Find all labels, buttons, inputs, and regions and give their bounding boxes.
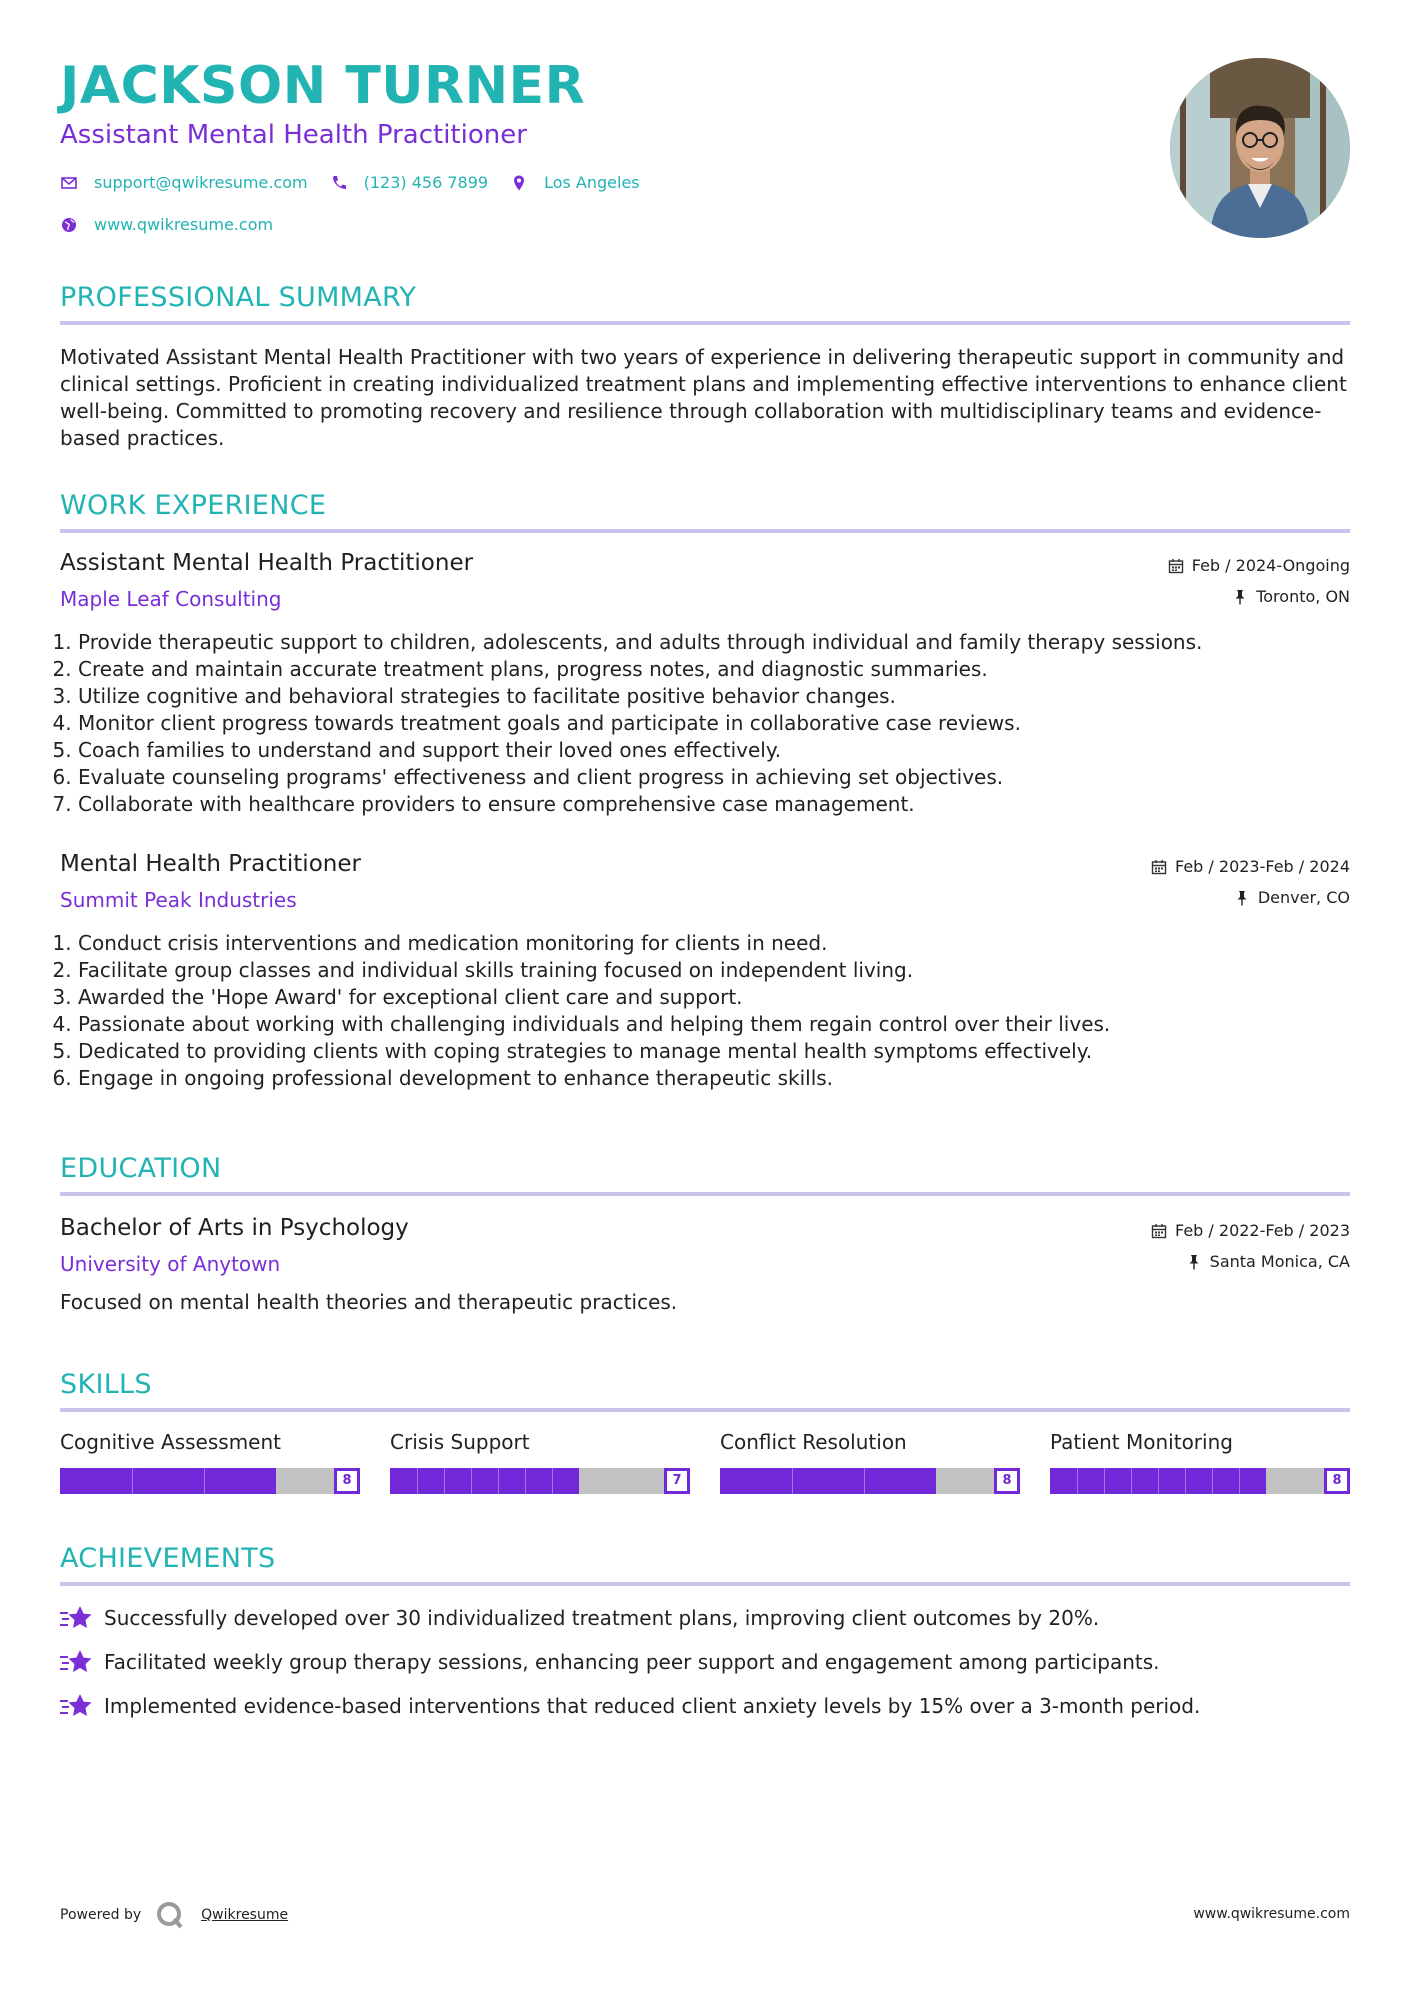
globe-icon bbox=[60, 216, 78, 234]
list-item: 2. Facilitate group classes and individual skills training focused on independent living. bbox=[78, 957, 1368, 984]
achievement-item bbox=[60, 1692, 1350, 1720]
website-text: www.qwikresume.com bbox=[94, 215, 274, 234]
section-divider bbox=[60, 1582, 1350, 1586]
achievement-text: Implemented evidence-based interventions that reduced client anxiety levels by 15% over a 3-month period. bbox=[104, 1694, 1201, 1718]
list-item: 1. Provide therapeutic support to children, adolescents, and adults through individual and family therapy sessions. bbox=[78, 629, 1368, 656]
calendar-icon bbox=[1151, 859, 1167, 875]
skill-item bbox=[390, 1430, 690, 1494]
list-item: 5. Dedicated to providing clients with coping strategies to manage mental health symptoms effectively. bbox=[78, 1038, 1368, 1065]
location-text: Los Angeles bbox=[544, 173, 640, 192]
star-icon bbox=[60, 1604, 92, 1632]
skill-segment-divider bbox=[471, 1468, 472, 1494]
achievement-item bbox=[60, 1604, 1350, 1632]
footer-powered-by bbox=[60, 1900, 288, 1930]
skill-segment-divider bbox=[444, 1468, 445, 1494]
list-item: 6. Engage in ongoing professional development to enhance therapeutic skills. bbox=[78, 1065, 1368, 1092]
contact-row-website bbox=[60, 215, 295, 234]
skill-rating: 8 bbox=[1324, 1468, 1350, 1494]
phone-icon bbox=[330, 174, 348, 192]
summary-text: Motivated Assistant Mental Health Practitioner with two years of experience in delivering therapeutic support in community and clinical settings. Proficient in creating individualized treatment plans and implementing effective interventions to enhance client well-being. Committed to promoting recovery and resilience through collaboration with multidisciplinary teams and evidence-based practices. bbox=[60, 345, 1347, 450]
job-location bbox=[1234, 888, 1350, 907]
experience-heading: WORK EXPERIENCE bbox=[60, 490, 327, 521]
list-item: 5. Coach families to understand and support their loved ones effectively. bbox=[78, 737, 1368, 764]
envelope-icon bbox=[60, 174, 78, 192]
skill-fill bbox=[390, 1468, 579, 1494]
skill-name: Patient Monitoring bbox=[1050, 1430, 1233, 1454]
degree-name: Bachelor of Arts in Psychology bbox=[60, 1215, 409, 1241]
job-location-text: Toronto, ON bbox=[1256, 587, 1350, 606]
skill-name: Crisis Support bbox=[390, 1430, 530, 1454]
education-description: Focused on mental health theories and therapeutic practices. bbox=[60, 1290, 678, 1314]
resume-page bbox=[60, 0, 1350, 1990]
list-item: 1. Conduct crisis interventions and medication monitoring for clients in need. bbox=[78, 930, 1368, 957]
pushpin-icon bbox=[1234, 890, 1250, 906]
contact-website[interactable] bbox=[60, 215, 273, 234]
skill-segment-divider bbox=[552, 1468, 553, 1494]
skill-rating: 8 bbox=[994, 1468, 1020, 1494]
section-divider bbox=[60, 1408, 1350, 1412]
skill-meter bbox=[60, 1468, 360, 1494]
contact-phone[interactable] bbox=[330, 173, 488, 192]
section-divider bbox=[60, 1192, 1350, 1196]
job-location-text: Denver, CO bbox=[1257, 888, 1350, 907]
powered-by-label: Powered by bbox=[60, 1907, 142, 1923]
skill-name: Conflict Resolution bbox=[720, 1430, 907, 1454]
footer-url-link[interactable]: www.qwikresume.com bbox=[1193, 1906, 1350, 1922]
skill-segment-divider bbox=[1239, 1468, 1240, 1494]
skill-segment-divider bbox=[498, 1468, 499, 1494]
email-text: support@qwikresume.com bbox=[94, 173, 308, 192]
job-duties-list bbox=[60, 629, 1368, 818]
skill-segment-divider bbox=[204, 1468, 205, 1494]
phone-text: (123) 456 7899 bbox=[363, 173, 489, 192]
skill-fill bbox=[60, 1468, 276, 1494]
pushpin-icon bbox=[1186, 1254, 1202, 1270]
candidate-title: Assistant Mental Health Practitioner bbox=[60, 120, 527, 150]
job-company: Summit Peak Industries bbox=[60, 888, 297, 912]
section-divider bbox=[60, 321, 1350, 325]
job-dates bbox=[1151, 857, 1350, 876]
skill-name: Cognitive Assessment bbox=[60, 1430, 281, 1454]
skill-segment-divider bbox=[1212, 1468, 1213, 1494]
calendar-icon bbox=[1168, 558, 1184, 574]
summary-heading: PROFESSIONAL SUMMARY bbox=[60, 282, 417, 313]
skill-segment-divider bbox=[1077, 1468, 1078, 1494]
skill-rating: 8 bbox=[334, 1468, 360, 1494]
skills-heading: SKILLS bbox=[60, 1369, 152, 1400]
job-dates-text: Feb / 2023-Feb / 2024 bbox=[1175, 857, 1350, 876]
skill-meter bbox=[720, 1468, 1020, 1494]
skill-item bbox=[720, 1430, 1020, 1494]
skill-segment-divider bbox=[1185, 1468, 1186, 1494]
qwikresume-logo-icon bbox=[155, 1900, 185, 1930]
achievement-text: Facilitated weekly group therapy sessions, enhancing peer support and engagement among participants. bbox=[104, 1650, 1160, 1674]
skill-segment-divider bbox=[792, 1468, 793, 1494]
education-heading: EDUCATION bbox=[60, 1153, 222, 1184]
footer-brand-link[interactable]: Qwikresume bbox=[201, 1907, 289, 1923]
map-pin-icon bbox=[510, 174, 528, 192]
calendar-icon bbox=[1151, 1223, 1167, 1239]
education-location bbox=[1186, 1252, 1350, 1271]
skill-segment-divider bbox=[1131, 1468, 1132, 1494]
profile-photo bbox=[1170, 58, 1350, 238]
list-item: 3. Awarded the 'Hope Award' for exceptional client care and support. bbox=[78, 984, 1368, 1011]
contact-location bbox=[510, 173, 640, 192]
list-item: 3. Utilize cognitive and behavioral strategies to facilitate positive behavior changes. bbox=[78, 683, 1368, 710]
skill-segment-divider bbox=[525, 1468, 526, 1494]
skill-segment-divider bbox=[132, 1468, 133, 1494]
skill-segment-divider bbox=[864, 1468, 865, 1494]
star-icon bbox=[60, 1692, 92, 1720]
skill-item bbox=[60, 1430, 360, 1494]
candidate-name: JACKSON TURNER bbox=[60, 56, 586, 116]
job-dates-text: Feb / 2024-Ongoing bbox=[1191, 556, 1350, 575]
portrait-image bbox=[1170, 58, 1350, 238]
education-location-text: Santa Monica, CA bbox=[1209, 1252, 1350, 1271]
contact-row bbox=[60, 173, 662, 192]
list-item: 2. Create and maintain accurate treatment plans, progress notes, and diagnostic summaries. bbox=[78, 656, 1368, 683]
skill-meter bbox=[390, 1468, 690, 1494]
skill-meter bbox=[1050, 1468, 1350, 1494]
list-item: 4. Monitor client progress towards treatment goals and participate in collaborative case reviews. bbox=[78, 710, 1368, 737]
list-item: 4. Passionate about working with challenging individuals and helping them regain control over their lives. bbox=[78, 1011, 1368, 1038]
education-dates-text: Feb / 2022-Feb / 2023 bbox=[1175, 1221, 1350, 1240]
achievement-item bbox=[60, 1648, 1350, 1676]
list-item: 6. Evaluate counseling programs' effectiveness and client progress in achieving set objectives. bbox=[78, 764, 1368, 791]
star-icon bbox=[60, 1648, 92, 1676]
job-location bbox=[1232, 587, 1350, 606]
skill-segment-divider bbox=[417, 1468, 418, 1494]
list-item: 7. Collaborate with healthcare providers to ensure comprehensive case management. bbox=[78, 791, 1368, 818]
pushpin-icon bbox=[1232, 589, 1248, 605]
section-divider bbox=[60, 529, 1350, 533]
contact-email[interactable] bbox=[60, 173, 308, 192]
job-dates bbox=[1168, 556, 1350, 575]
job-company: Maple Leaf Consulting bbox=[60, 587, 282, 611]
achievement-text: Successfully developed over 30 individualized treatment plans, improving client outcomes by 20%. bbox=[104, 1606, 1100, 1630]
job-role: Assistant Mental Health Practitioner bbox=[60, 550, 474, 576]
job-role: Mental Health Practitioner bbox=[60, 851, 361, 877]
skill-item bbox=[1050, 1430, 1350, 1494]
skill-segment-divider bbox=[1158, 1468, 1159, 1494]
skill-rating: 7 bbox=[664, 1468, 690, 1494]
skill-segment-divider bbox=[1104, 1468, 1105, 1494]
school-name: University of Anytown bbox=[60, 1252, 281, 1276]
achievements-heading: ACHIEVEMENTS bbox=[60, 1543, 276, 1574]
skill-fill bbox=[720, 1468, 936, 1494]
education-dates bbox=[1151, 1221, 1350, 1240]
job-duties-list bbox=[60, 930, 1368, 1092]
